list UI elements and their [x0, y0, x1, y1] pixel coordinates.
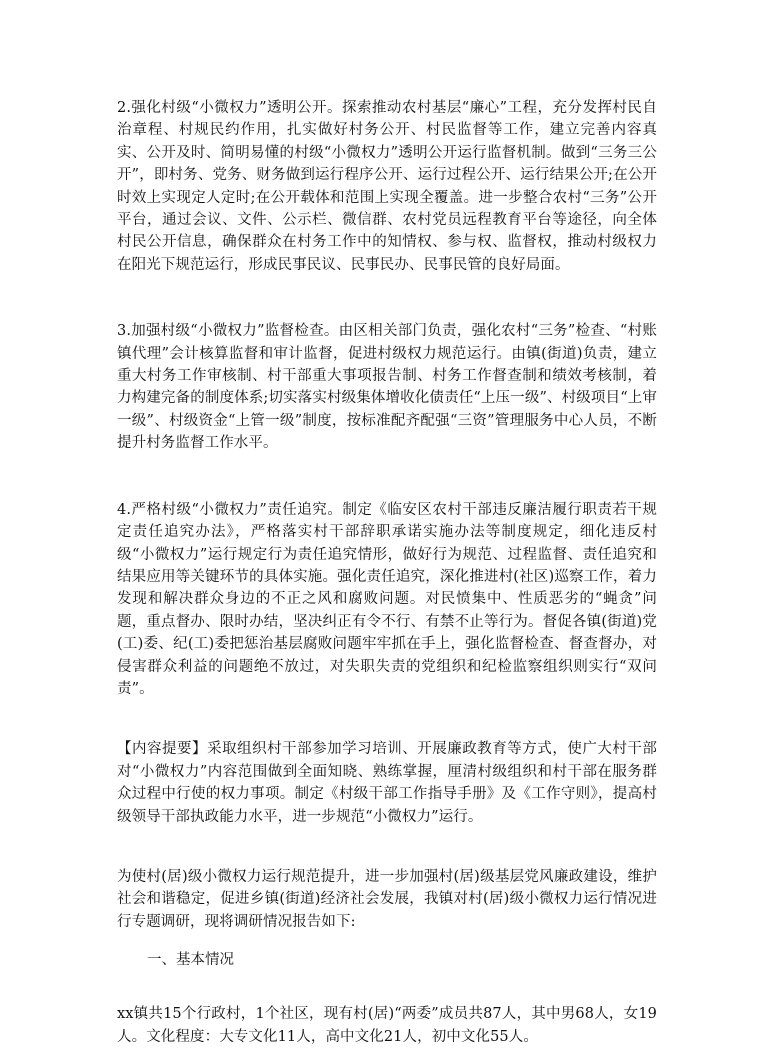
paragraph-transparency: 2.强化村级“小微权力”透明公开。探索推动农村基层“廉心”工程，充分发挥村民自治章程、村规民约作用，扎实做好村务公开、村民监督等工作，建立完善内容真实、公开及时、简明易懂的村级“小微权力”透明公开运行监督机制。做到“三务三公开”，即村务、党务、财务做到运行程序公开、运行过程公开、运行结果公开;在公开时效上实现定人定时;在公开载体和范围上实现全覆盖。进一步整合农村“三务”公开平台，通过会议、文件、公示栏、微信群、农村党员远程教育平台等途径，向全体村民公开信息，确保群众在村务工作中的知情权、参与权、监督权，推动村级权力在阳光下规范运行，形成民事民议、民事民办、民事民管的良好局面。: [117, 100, 657, 273]
paragraph-summary: 【内容提要】采取组织村干部参加学习培训、开展廉政教育等方式，使广大村干部对“小微权力”内容范围做到全面知晓、熟练掌握，厘清村级组织和村干部在服务群众过程中行使的权力事项。制定《村级干部工作指导手册》及《工作守则》，提高村级领导干部执政能力水平，进一步规范“小微权力”运行。: [117, 741, 657, 825]
paragraph-accountability: 4.严格村级“小微权力”责任追究。制定《临安区农村干部违反廉洁履行职责若干规定责任追究办法》，严格落实村干部辞职承诺实施办法等制度规定，细化违反村级“小微权力”运行规定行为责任追究情形，做好行为规范、过程监督、责任追究和结果应用等关键环节的具体实施。强化责任追究，深化推进村(社区)巡察工作，着力发现和解决群众身边的不正之风和腐败问题。对民愤集中、性质恶劣的“蝇贪”问题，重点督办、限时办结，坚决纠正有令不行、有禁不止等行为。督促各镇(街道)党(工)委、纪(工)委把惩治基层腐败问题牢牢抓在手上，强化监督检查、督查督办，对侵害群众利益的问题绝不放过，对失职失责的党组织和纪检监察组织则实行“双问责”。: [117, 501, 657, 697]
paragraph-intro: 为使村(居)级小微权力运行规范提升，进一步加强村(居)级基层党风廉政建设，维护社会和谐稳定，促进乡镇(街道)经济社会发展，我镇对村(居)级小微权力运行情况进行专题调研，现将调研情况报告如下:: [117, 868, 657, 930]
paragraph-supervision: 3.加强村级“小微权力”监督检查。由区相关部门负责，强化农村“三务”检查、“村账镇代理”会计核算监督和审计监督，促进村级权力规范运行。由镇(街道)负责，建立重大村务工作审核制、村干部重大事项报告制、村务工作督查制和绩效考核制，着力构建完备的制度体系;切实落实村级集体增收化债责任“上压一级”、村级项目“上审一级”、村级资金“上管一级”制度，按标准配齐配强“三资”管理服务中心人员，不断提升村务监督工作水平。: [117, 323, 657, 452]
document-page: [117, 97, 657, 1048]
section-heading-basic: 一、基本情况: [147, 952, 234, 969]
paragraph-basic-info: xx镇共15个行政村，1个社区，现有村(居)“两委”成员共87人，其中男68人，女19人。文化程度：大专文化11人，高中文化21人，初中文化55人。: [117, 1006, 657, 1045]
